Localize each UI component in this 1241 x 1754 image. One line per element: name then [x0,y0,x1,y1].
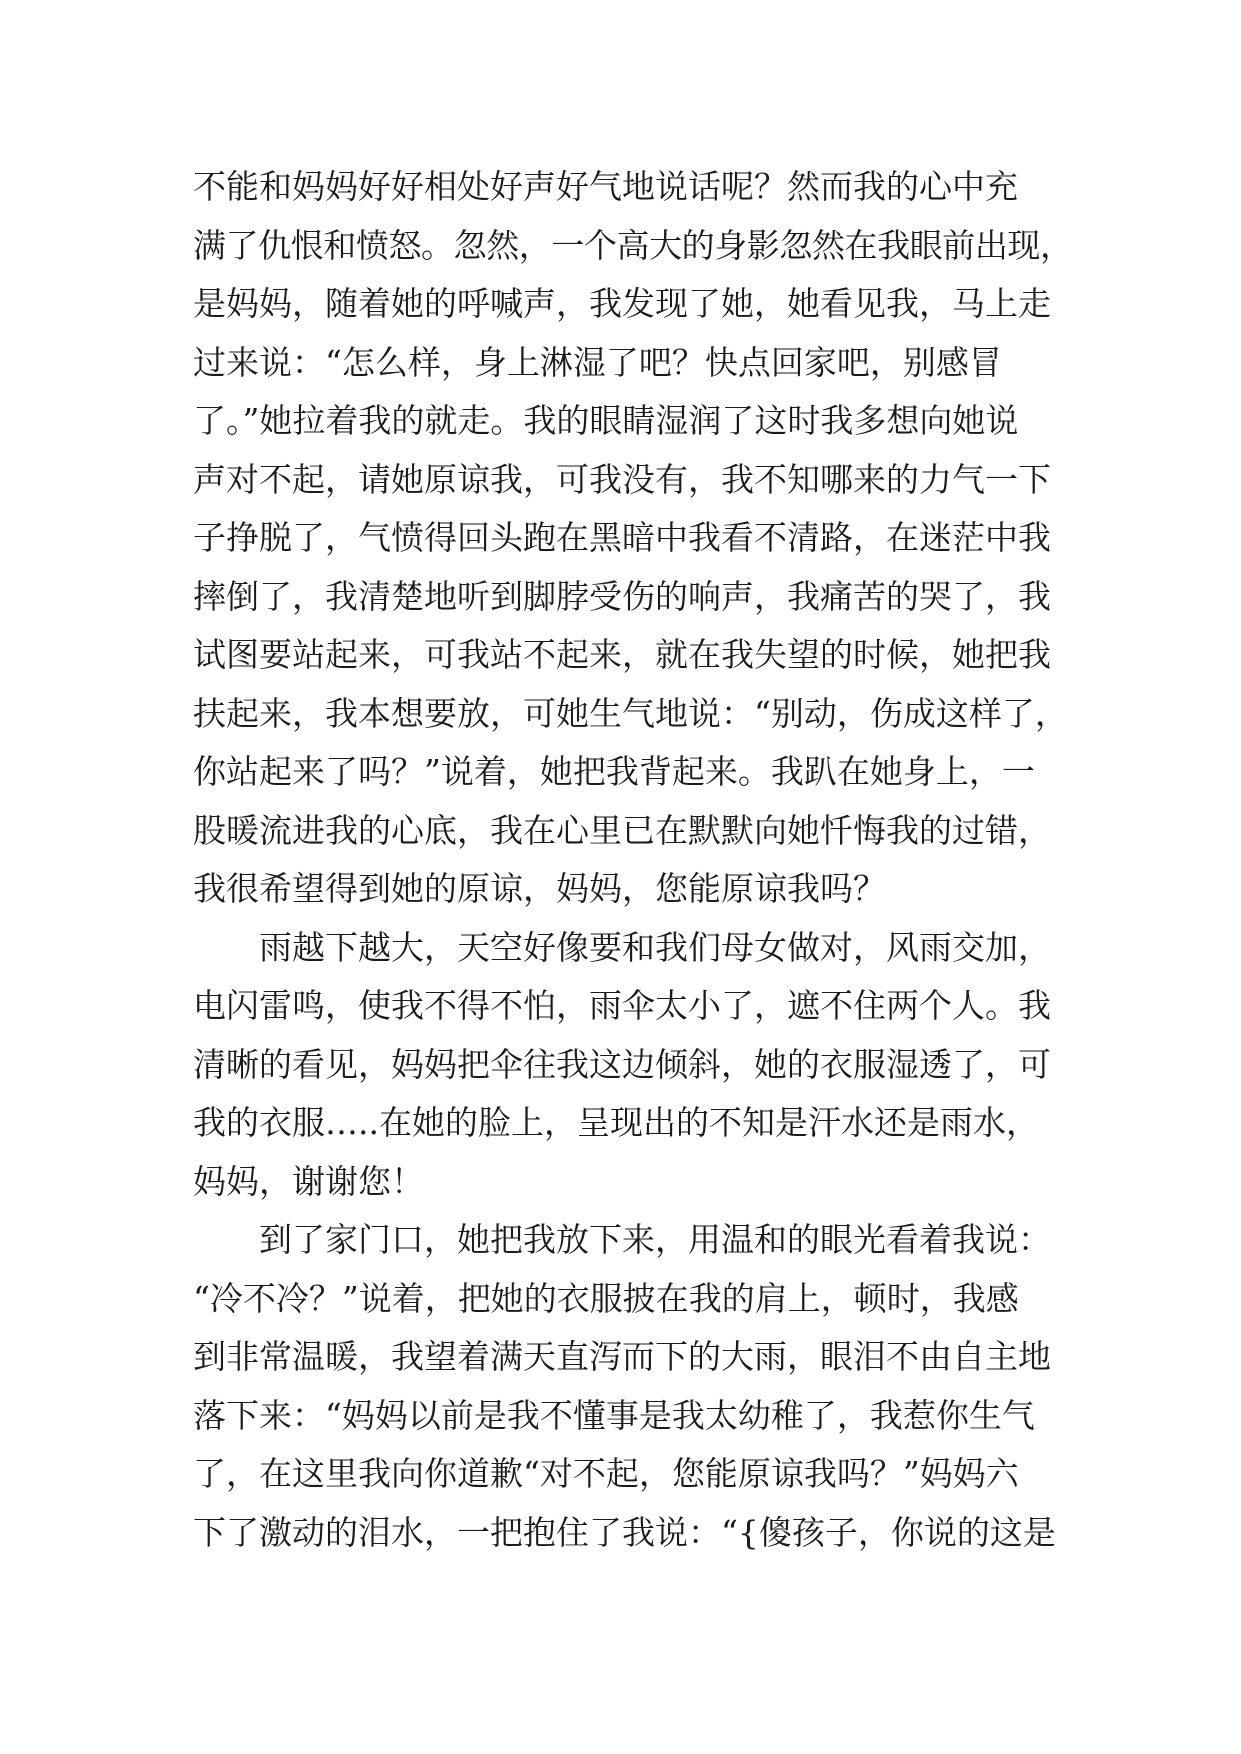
text-line: 了，在这里我向你道歉“对不起，您能原谅我吗？”妈妈六 [193,1454,1019,1493]
text-line: 清晰的看见，妈妈把伞往我这边倾斜，她的衣服湿透了，可 [193,1044,1051,1084]
text-line: 试图要站起来，可我站不起来，就在我失望的时候，她把我 [193,635,1051,674]
text-line: 了。”她拉着我的就走。我的眼睛湿润了这时我多想向她说 [193,401,1019,440]
text-line: 不能和妈妈好好相处好声好气地说话呢？然而我的心中充 [193,167,1018,206]
text-line: 摔倒了，我清楚地听到脚脖受伤的响声，我痛苦的哭了，我 [193,576,1051,616]
text-line: 落下来：“妈妈以前是我不懂事是我太幼稚了，我惹你生气 [193,1395,1035,1435]
text-line: 股暖流进我的心底，我在心里已在默默向她忏悔我的过错， [193,810,1051,850]
text-line: 我很希望得到她的原谅，妈妈，您能原谅我吗？ [193,869,886,908]
text-line: 雨越下越大，天空好像要和我们母女做对，风雨交加， [259,927,1051,967]
text-line: 到非常温暖，我望着满天直泻而下的大雨，眼泪不由自主地 [193,1337,1051,1376]
text-line: 你站起来了吗？”说着，她把我背起来。我趴在她身上，一 [193,752,1035,791]
text-line: 下了激动的泪水，一把抱住了我说：“{傻孩子，你说的这是 [193,1512,1056,1552]
body-text [193,158,1073,1562]
text-line: 扶起来，我本想要放，可她生气地说：“别动，伤成这样了， [193,693,1068,733]
text-line: 电闪雷鸣，使我不得不怕，雨伞太小了，遮不住两个人。我 [193,986,1051,1025]
text-line: 声对不起，请她原谅我，可我没有，我不知哪来的力气一下 [193,459,1051,499]
text-line: “冷不冷？”说着，把她的衣服披在我的肩上，顿时，我感 [193,1278,1019,1318]
text-line: 是妈妈，随着她的呼喊声，我发现了她，她看见我，马上走 [193,284,1051,323]
text-line: 妈妈，谢谢您！ [193,1161,424,1201]
text-line: 到了家门口，她把我放下来，用温和的眼光看着我说： [259,1220,1051,1259]
text-line: 子挣脱了，气愤得回头跑在黑暗中我看不清路，在迷茫中我 [193,518,1051,557]
text-line: 我的衣服…..在她的脸上，呈现出的不知是汗水还是雨水， [193,1103,1039,1142]
text-line: 过来说：“怎么样，身上淋湿了吧？快点回家吧，别感冒 [193,342,1002,382]
text-line: 满了仇恨和愤怒。忽然，一个高大的身影忽然在我眼前出现， [193,225,1073,265]
